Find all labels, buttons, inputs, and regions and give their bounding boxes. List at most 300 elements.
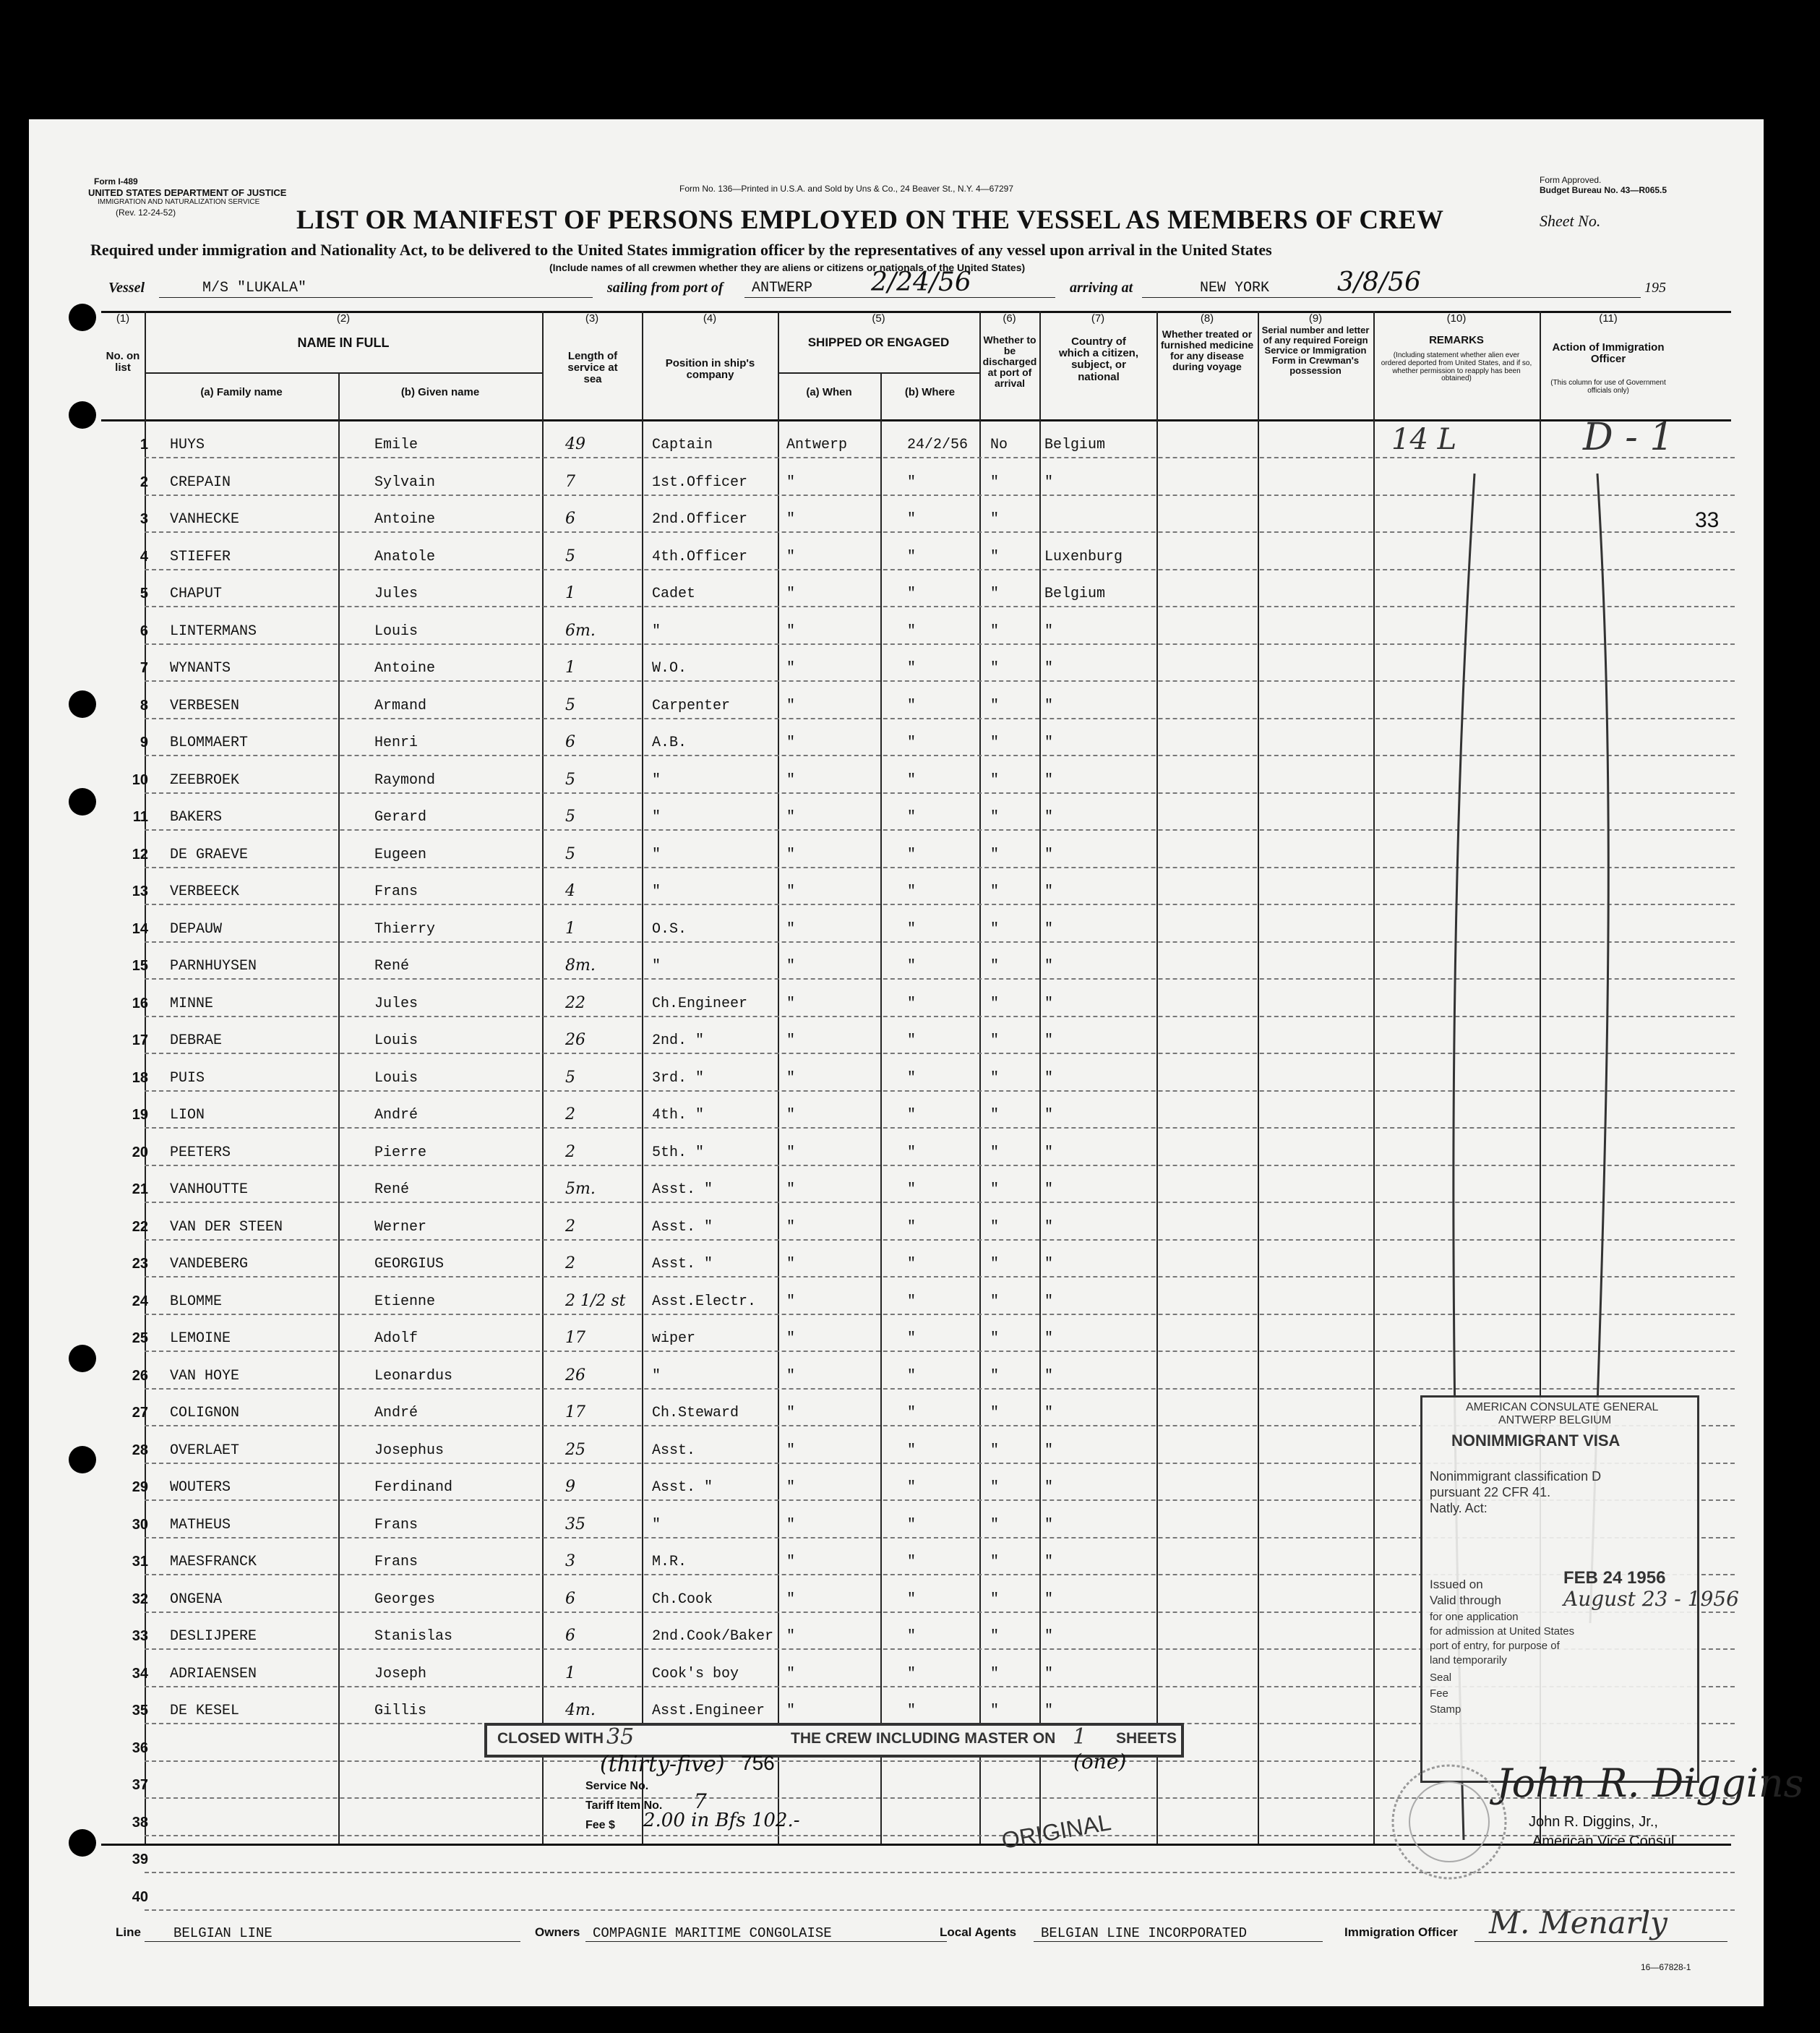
consul-title: American Vice Consul: [1532, 1833, 1675, 1849]
crew-when: ": [786, 735, 796, 751]
crew-service: 22: [565, 993, 585, 1012]
crew-discharge: ": [990, 1032, 1000, 1049]
crew-when: ": [786, 846, 796, 863]
crew-where: ": [907, 1405, 917, 1421]
crew-when: ": [786, 1665, 796, 1682]
crew-service: 3: [565, 1552, 575, 1570]
crew-when: ": [786, 920, 796, 938]
crew-when: ": [786, 1330, 796, 1347]
crew-family: STIEFER: [170, 548, 231, 565]
visa-admission-line: for admission at United States: [1430, 1625, 1575, 1638]
crew-country: ": [1044, 1367, 1054, 1384]
crew-where: ": [907, 920, 917, 938]
crew-given: Frans: [374, 1554, 418, 1570]
crew-family: VAN HOYE: [170, 1367, 240, 1384]
crew-where: ": [907, 622, 917, 640]
arriving-port: NEW YORK: [1200, 280, 1270, 296]
row-number: 20: [132, 1144, 148, 1160]
crew-country: ": [1044, 1479, 1054, 1496]
crew-position: W.O.: [652, 660, 687, 677]
budget-bureau: Budget Bureau No. 43—R065.5: [1540, 185, 1667, 195]
visa-natly: Natly. Act:: [1430, 1501, 1488, 1515]
col4-num: (4): [703, 312, 717, 325]
crew-service: 5: [565, 808, 575, 826]
row-number: 30: [132, 1516, 148, 1533]
crew-country: ": [1044, 1703, 1054, 1719]
crew-where: ": [907, 586, 917, 602]
crew-where: ": [907, 883, 917, 900]
crew-given: Adolf: [374, 1330, 418, 1347]
crew-where: ": [907, 1293, 917, 1310]
subtitle: Required under immigration and Nationality Act, to be delivered to the United States immigration officer by the representatives of any vessel upon arrival in the United States: [90, 241, 1272, 259]
col-country-header: Country of which a citizen, subject, or national: [1058, 335, 1139, 383]
col7-num: (7): [1091, 312, 1105, 325]
consul-signature: John R. Diggins: [1496, 1760, 1804, 1806]
line-value: BELGIAN LINE: [173, 1925, 272, 1941]
crew-country: ": [1044, 958, 1054, 975]
closed-with-label: CLOSED WITH: [497, 1730, 604, 1747]
crew-where: ": [907, 1330, 917, 1347]
crew-service: 2: [565, 1217, 575, 1236]
crew-service: 25: [565, 1440, 585, 1459]
crew-position: M.R.: [652, 1554, 687, 1570]
sailing-date: 2/24/56: [871, 268, 971, 297]
crew-family: MAESFRANCK: [170, 1554, 257, 1570]
crew-service: 6: [565, 733, 575, 751]
crew-when: ": [786, 1703, 796, 1719]
row-number: 27: [132, 1405, 148, 1421]
col-serial-header: Serial number and letter of any required Foreign Service or Immigration Form in Crewman's possession: [1261, 325, 1370, 377]
visa-stamp-label: Stamp: [1430, 1703, 1461, 1716]
row-number: 26: [132, 1367, 148, 1384]
crew-country: ": [1044, 1516, 1054, 1533]
crew-country: ": [1044, 1107, 1054, 1124]
crew-when: ": [786, 1367, 796, 1384]
arriving-label: arriving at: [1070, 280, 1133, 296]
crew-given: Gillis: [374, 1703, 427, 1719]
crew-given: Werner: [374, 1218, 427, 1236]
crew-family: DESLIJPERE: [170, 1628, 257, 1645]
crew-family: PEETERS: [170, 1144, 231, 1161]
crew-service: 1: [565, 919, 575, 938]
crew-position: 4th. ": [652, 1107, 705, 1124]
crew-where: ": [907, 1107, 917, 1124]
crew-discharge: ": [990, 1069, 1000, 1087]
crew-country: ": [1044, 1591, 1054, 1608]
crew-position: 3rd. ": [652, 1069, 705, 1087]
crew-when: ": [786, 1218, 796, 1236]
visa-line2: ANTWERP BELGIUM: [1498, 1414, 1612, 1426]
crew-service: 35: [565, 1515, 585, 1533]
crew-country: ": [1044, 622, 1054, 640]
row-number: 13: [132, 883, 148, 899]
form-approved: Form Approved.: [1540, 175, 1602, 185]
crew-when: ": [786, 586, 796, 602]
crew-where: ": [907, 809, 917, 826]
crew-family: HUYS: [170, 437, 205, 453]
crew-where: ": [907, 771, 917, 789]
crew-position: Asst. ": [652, 1479, 713, 1496]
col-action-header: Action of Immigration Officer: [1552, 341, 1665, 366]
crew-service: 4: [565, 882, 575, 900]
crew-given: René: [374, 1181, 410, 1198]
col-remarks-note: (Including statement whether alien ever ordered deported from United States, and if so, whether permission to reapply has been obtained): [1381, 351, 1532, 383]
crew-when: ": [786, 697, 796, 714]
row-number: 5: [139, 586, 148, 602]
crew-when: ": [786, 995, 796, 1012]
crew-country: ": [1044, 1181, 1054, 1198]
crew-where: ": [907, 846, 917, 863]
crew-service: 8m.: [565, 956, 596, 975]
crew-country: ": [1044, 1293, 1054, 1310]
col-position-header: Position in ship's company: [665, 357, 755, 382]
crew-where: ": [907, 958, 917, 975]
visa-valid-label: Valid through: [1430, 1593, 1501, 1607]
agency-name: UNITED STATES DEPARTMENT OF JUSTICE: [88, 187, 287, 198]
crew-country: ": [1044, 1069, 1054, 1087]
crew-where: ": [907, 1442, 917, 1459]
punch-hole: [69, 304, 96, 331]
crew-given: Pierre: [374, 1144, 427, 1161]
crew-given: Jules: [374, 995, 418, 1012]
agency-subname: IMMIGRATION AND NATURALIZATION SERVICE: [98, 198, 260, 206]
crew-position: ": [652, 883, 661, 900]
col-shipped-header: SHIPPED OR ENGAGED: [807, 335, 950, 349]
vessel-label: Vessel: [108, 280, 145, 296]
fee-value: 2.00 in Bfs 102.-: [643, 1810, 800, 1831]
include-note: (Include names of all crewmen whether they are aliens or citizens or nationals of the United States): [549, 262, 1026, 273]
crew-country: ": [1044, 771, 1054, 789]
crew-position: A.B.: [652, 735, 687, 751]
visa-stamp: [1420, 1395, 1739, 1783]
crew-position: ": [652, 846, 661, 863]
col-remarks-header: REMARKS: [1429, 334, 1484, 346]
row-number: 37: [132, 1777, 148, 1793]
row-number: 6: [139, 622, 148, 639]
crew-family: OVERLAET: [170, 1442, 240, 1459]
crew-when: ": [786, 548, 796, 565]
crew-given: René: [374, 958, 410, 975]
form-id: Form I-489: [94, 176, 138, 187]
crew-discharge: ": [990, 771, 1000, 789]
arriving-date: 3/8/56: [1337, 268, 1421, 297]
crew-discharge: ": [990, 995, 1000, 1012]
crew-discharge: ": [990, 511, 1000, 528]
row-number: 1: [139, 437, 148, 453]
crew-when: ": [786, 1069, 796, 1087]
crew-discharge: ": [990, 1554, 1000, 1570]
visa-port-line: port of entry, for purpose of: [1430, 1640, 1560, 1652]
crew-discharge: ": [990, 883, 1000, 900]
crew-family: PUIS: [170, 1069, 205, 1087]
row-number: 22: [132, 1218, 148, 1235]
visa-valid-value: August 23 - 1956: [1563, 1587, 1739, 1611]
crew-discharge: ": [990, 1256, 1000, 1272]
visa-seal: Seal: [1430, 1672, 1452, 1684]
crew-given: Leonardus: [374, 1367, 453, 1384]
crew-family: VANDEBERG: [170, 1256, 249, 1272]
crew-service: 5: [565, 547, 575, 565]
row-number: 9: [139, 735, 148, 750]
crew-given: Raymond: [374, 771, 436, 789]
row-number: 3: [139, 511, 148, 527]
col-action-note: (This column for use of Government officials only): [1550, 379, 1666, 395]
crew-position: Cadet: [652, 586, 696, 602]
crew-family: DEPAUW: [170, 920, 223, 938]
row-number: 19: [132, 1107, 148, 1123]
crew-discharge: ": [990, 586, 1000, 602]
crew-given: Frans: [374, 1516, 418, 1533]
crew-where: ": [907, 995, 917, 1012]
crew-where: 24/2/56: [907, 437, 969, 453]
crew-where: ": [907, 1665, 917, 1682]
crew-family: VANHOUTTE: [170, 1181, 249, 1198]
crew-country: ": [1044, 1405, 1054, 1421]
embossed-seal: [1388, 1760, 1511, 1883]
crew-service: 9: [565, 1478, 575, 1496]
crew-family: VANHECKE: [170, 511, 240, 528]
printer-line: Form No. 136—Printed in U.S.A. and Sold by Uns & Co., 24 Beaver St., N.Y. 4—67297: [679, 184, 1014, 194]
crew-family: BLOMME: [170, 1293, 223, 1310]
crew-service: 6: [565, 510, 575, 528]
crew-position: 1st.Officer: [652, 474, 748, 491]
crew-service: 7: [565, 472, 575, 491]
crew-discharge: ": [990, 1442, 1000, 1459]
crew-given: Thierry: [374, 920, 436, 938]
crew-when: ": [786, 1554, 796, 1570]
crew-given: Antoine: [374, 511, 436, 528]
crew-family: CHAPUT: [170, 586, 223, 602]
visa-class: Nonimmigrant classification D: [1430, 1469, 1602, 1484]
form-code: 16—67828-1: [1641, 1962, 1691, 1972]
crew-discharge: ": [990, 474, 1000, 491]
crew-family: PARNHUYSEN: [170, 958, 257, 975]
crew-position: Carpenter: [652, 697, 731, 714]
crew-family: CREPAIN: [170, 474, 231, 491]
crew-given: Etienne: [374, 1293, 436, 1310]
crew-given: Anatole: [374, 548, 436, 565]
consul-name: John R. Diggins, Jr.,: [1529, 1814, 1658, 1830]
sailing-port: ANTWERP: [752, 280, 813, 296]
row-number: 38: [132, 1814, 148, 1831]
line-label: Line: [116, 1925, 141, 1939]
crew-given: Frans: [374, 883, 418, 900]
crew-service: 26: [565, 1366, 585, 1384]
crew-when: ": [786, 1256, 796, 1272]
crew-family: MATHEUS: [170, 1516, 231, 1533]
col9-num: (9): [1308, 312, 1323, 325]
tariff-value: 7: [694, 1789, 707, 1813]
crew-country: ": [1044, 735, 1054, 751]
crew-family: DE KESEL: [170, 1703, 240, 1719]
crew-discharge: ": [990, 1591, 1000, 1608]
crew-where: ": [907, 474, 917, 491]
row-number: 18: [132, 1069, 148, 1086]
crew-family: ADRIAENSEN: [170, 1665, 257, 1682]
row-number: 21: [132, 1181, 148, 1197]
crew-discharge: ": [990, 1405, 1000, 1421]
crew-given: Ferdinand: [374, 1479, 453, 1496]
crew-discharge: ": [990, 1628, 1000, 1645]
crew-given: Henri: [374, 735, 418, 751]
one-note: (one): [1073, 1750, 1127, 1773]
crew-service: 1: [565, 1664, 575, 1682]
crew-position: O.S.: [652, 920, 687, 938]
col8-num: (8): [1200, 312, 1214, 325]
crew-given: Georges: [374, 1591, 436, 1608]
crew-family: VERBEECK: [170, 883, 240, 900]
crew-family: VAN DER STEEN: [170, 1218, 283, 1236]
crew-given: GEORGIUS: [374, 1256, 445, 1272]
crew-family: ZEEBROEK: [170, 771, 240, 789]
crew-given: Emile: [374, 437, 418, 453]
crew-country: ": [1044, 809, 1054, 826]
crew-position: 2nd.Officer: [652, 511, 748, 528]
crew-discharge: ": [990, 1144, 1000, 1161]
crew-position: Asst.: [652, 1442, 696, 1459]
crew-service: 5: [565, 844, 575, 863]
crew-where: ": [907, 735, 917, 751]
crew-family: BAKERS: [170, 809, 223, 826]
num-756: 756: [741, 1752, 775, 1774]
crew-family: LINTERMANS: [170, 622, 257, 640]
crew-where: ": [907, 1628, 917, 1645]
table-row: [29, 421, 1764, 459]
crew-country: Belgium: [1044, 437, 1106, 453]
crew-discharge: ": [990, 809, 1000, 826]
visa-for-line: for one application: [1430, 1611, 1519, 1623]
crew-position: Asst. ": [652, 1181, 713, 1198]
crew-country: ": [1044, 1218, 1054, 1236]
crew-when: ": [786, 1591, 796, 1608]
row-number: 31: [132, 1554, 148, 1570]
crew-when: ": [786, 1293, 796, 1310]
crew-given: Stanislas: [374, 1628, 453, 1645]
crew-where: ": [907, 1256, 917, 1272]
page-title: LIST OR MANIFEST OF PERSONS EMPLOYED ON THE VESSEL AS MEMBERS OF CREW: [296, 205, 1444, 235]
crew-position: ": [652, 1516, 661, 1533]
crew-position: Ch.Cook: [652, 1591, 713, 1608]
crew-discharge: ": [990, 660, 1000, 677]
crew-country: ": [1044, 846, 1054, 863]
vessel-name: M/S "LUKALA": [202, 280, 307, 296]
crew-country: ": [1044, 1442, 1054, 1459]
crew-country: ": [1044, 1032, 1054, 1049]
crew-when: ": [786, 1479, 796, 1496]
crew-discharge: ": [990, 1665, 1000, 1682]
col2-num: (2): [336, 312, 351, 325]
col1-num: (1): [116, 312, 130, 325]
row-number: 2: [139, 474, 148, 490]
visa-pursuant: pursuant 22 CFR 41.: [1430, 1485, 1551, 1499]
crew-when: ": [786, 883, 796, 900]
crew-discharge: ": [990, 1107, 1000, 1124]
crew-position: 2nd. ": [652, 1032, 705, 1049]
crew-where: ": [907, 1181, 917, 1198]
crew-given: André: [374, 1405, 418, 1421]
crew-discharge: ": [990, 1218, 1000, 1236]
crew-when: ": [786, 511, 796, 528]
crew-country: ": [1044, 1330, 1054, 1347]
crew-position: Asst. ": [652, 1218, 713, 1236]
crew-family: COLIGNON: [170, 1405, 240, 1421]
row-number: 7: [139, 660, 148, 676]
row-number: 14: [132, 920, 148, 937]
row-number: 23: [132, 1256, 148, 1272]
visa-land-line: land temporarily: [1430, 1654, 1507, 1666]
col-service-header: Length of service at sea: [567, 350, 618, 386]
crew-discharge: ": [990, 622, 1000, 640]
crew-country: ": [1044, 474, 1054, 491]
row-number: 28: [132, 1442, 148, 1458]
crew-given: Louis: [374, 622, 418, 640]
page-count: 33: [1695, 508, 1720, 532]
col-no-header: No. on list: [106, 350, 140, 374]
crew-where: ": [907, 1703, 917, 1719]
row-number: 35: [132, 1703, 148, 1719]
crew-when: ": [786, 1032, 796, 1049]
crew-given: Joseph: [374, 1665, 427, 1682]
crew-given: Antoine: [374, 660, 436, 677]
crew-position: Asst.Engineer: [652, 1703, 765, 1719]
agents-label: Local Agents: [940, 1925, 1017, 1939]
crew-where: ": [907, 1032, 917, 1049]
crew-family: LEMOINE: [170, 1330, 231, 1347]
crew-discharge: No: [990, 437, 1008, 453]
fee-label: Fee $: [585, 1819, 615, 1831]
crew-given: Louis: [374, 1069, 418, 1087]
original-stamp: ORIGINAL: [999, 1809, 1113, 1854]
crew-family: LION: [170, 1107, 205, 1124]
visa-line3: NONIMMIGRANT VISA: [1451, 1431, 1621, 1450]
crew-where: ": [907, 1516, 917, 1533]
col3-num: (3): [585, 312, 599, 325]
crew-country: Belgium: [1044, 586, 1106, 602]
crew-service: 17: [565, 1329, 585, 1347]
action-mark: D - 1: [1583, 416, 1674, 459]
crew-discharge: ": [990, 548, 1000, 565]
owners-label: Owners: [535, 1925, 580, 1939]
crew-when: ": [786, 1516, 796, 1533]
crew-family: ONGENA: [170, 1591, 223, 1608]
crew-service: 5: [565, 696, 575, 714]
crew-position: Cook's boy: [652, 1665, 739, 1682]
row-number: 33: [132, 1628, 148, 1644]
crew-discharge: ": [990, 1293, 1000, 1310]
col5-num: (5): [872, 312, 885, 325]
visa-issued-label: Issued on: [1430, 1578, 1483, 1591]
crew-service: 2 1/2 st: [565, 1291, 626, 1310]
crew-discharge: ": [990, 846, 1000, 863]
crew-position: Captain: [652, 437, 713, 453]
thirty-five-note: (thirty-five): [600, 1752, 725, 1777]
crew-where: ": [907, 548, 917, 565]
crew-when: ": [786, 1628, 796, 1645]
crew-when: ": [786, 1181, 796, 1198]
row-number: 25: [132, 1330, 148, 1346]
crew-country: ": [1044, 697, 1054, 714]
crew-when: ": [786, 1442, 796, 1459]
crew-country: ": [1044, 1256, 1054, 1272]
crew-where: ": [907, 511, 917, 528]
row-number: 11: [132, 809, 148, 825]
row-number: 29: [132, 1479, 148, 1495]
row-number: 39: [132, 1852, 148, 1867]
crew-where: ": [907, 697, 917, 714]
crew-where: ": [907, 660, 917, 677]
crew-position: 5th. ": [652, 1144, 705, 1161]
crew-position: Ch.Engineer: [652, 995, 748, 1012]
